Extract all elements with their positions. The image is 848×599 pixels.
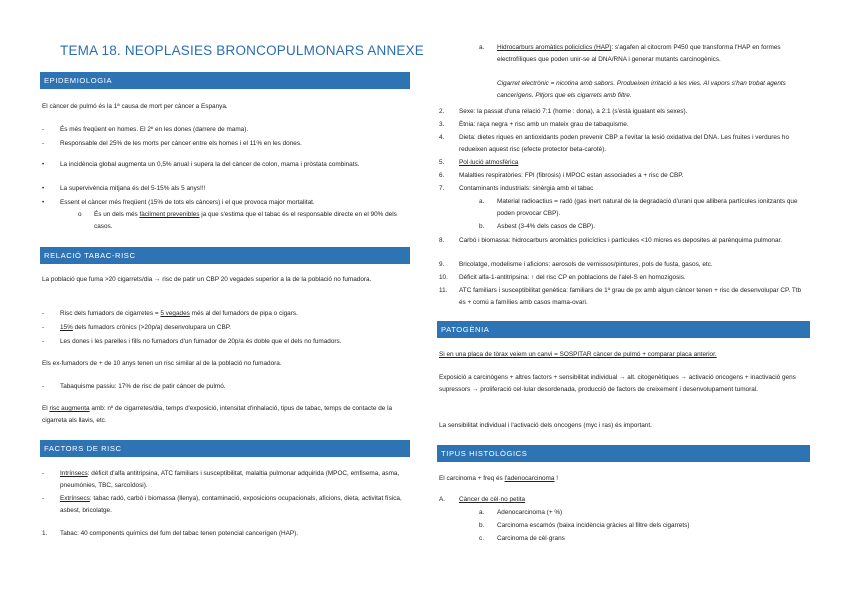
tipus-group-a: Càncer de cèl·no petita bbox=[459, 496, 526, 503]
tipus-sub-c: Carcinoma de cèl·grans bbox=[497, 535, 565, 542]
epi-dot-2: La supervivència mitjana és del 5-15% als 5 anys!!! bbox=[60, 185, 206, 192]
risk-item-10: Déficit alfa-1-antitripsina: ↑ del risc CP en poblacions de l'alel-S en homozigosis. bbox=[459, 274, 686, 281]
section-header-tipus: TIPUS HISTOLÒGICS bbox=[437, 445, 810, 462]
section-header-tabac: RELACIÓ TABAC-RISC bbox=[40, 247, 410, 264]
factors-item-1: Tabac: 40 components químics del fum del tabac tenen potencial cancerígen (HAP). bbox=[60, 530, 299, 537]
risk-item-9: Bricolatge, modelisme i aficions: aerosols de vernissos/pintures, pols de fusta, gasos, etc. bbox=[459, 261, 713, 268]
factors-intrinsecs: Intrínsecs: dèficit d'alfa antitripsina, ATC familiars i susceptibilitat, malaltia pulmonar adquirida (MPOC, emfisema, asma, pneumònies, TBC, sarcoïdosi). bbox=[60, 470, 400, 489]
section-header-patogenia: PATOGÈNIA bbox=[437, 321, 810, 338]
risk-sub-b: Asbest (3-4% dels casos de CBP). bbox=[497, 223, 596, 230]
epi-sub: És un dels més fàcilment prevenibles ja que s'estima que el tabac és el responsable directe en el 90% dels casos. bbox=[94, 211, 397, 230]
patogenia-p2: La sensibilitat individual i l'activació dels oncogens (myc i ras) és important. bbox=[439, 422, 652, 429]
tabac-b4: Tabaquisme passiu: 17% de risc de patir càncer de pulmó. bbox=[60, 383, 226, 390]
risk-item-3: Ètnia: raça negra + risc amb un mateix grau de tabaquisme. bbox=[459, 121, 629, 128]
risk-item-6: Malalties respiratòries: FPI (fibrosis) i MPOC estan associades a + risc de CBP. bbox=[459, 172, 684, 179]
epi-dot-3: Essent el càncer més freqüent (15% de tots els càncers) i el que provoca major mortalitat. bbox=[60, 199, 315, 206]
tabac-p2: Els ex-fumadors de + de 10 anys tenen un risc similar al de la població no fumadora. bbox=[42, 360, 282, 367]
tipus-sub-b: Carcinoma escamós (baixa incidència gràcies al filtre dels cigarrets) bbox=[497, 522, 690, 529]
tabac-p1: La població que fuma >20 cigarrets/dia → risc de patir un CBP 20 vegades superior a la de la població no fumadora. bbox=[42, 276, 372, 283]
page-title: TEMA 18. NEOPLASIES BRONCOPULMONARS ANNEXE bbox=[60, 43, 425, 58]
tabac-p3: El risc augmenta amb: nº de cigarretes/dia, temps d'exposició, intensitat d'inhalació, tipus de tabac, temps de contacte de la cigarreta als llavis, etc. bbox=[42, 405, 393, 424]
tabac-b1: Risc dels fumadors de cigarretes = 5 vegades més al del fumadors de pipa o cigars. bbox=[60, 310, 298, 317]
risk-item-11: ATC familiars i susceptibilitat genètica: familiars de 1º grau de px amb algun càncer tenen + risc de desenvolupar CP. Ttb és + comú a famílies amb casos mama-ovari. bbox=[459, 287, 802, 306]
epi-dot-1: La incidència global augmenta un 0,5% anual i supera la del càncer de colon, mama i pròstata combinats. bbox=[60, 161, 360, 168]
section-header-factors: FACTORS DE RISC bbox=[40, 440, 410, 457]
patogenia-p1: Exposició a carcinògens + altres factors + sensibilitat individual → alt. citogenètiques → activació oncogens + inactivació gens supressors → proliferació cel·lular desordenada, producció de factors de creixement i desenvolupament tumoral. bbox=[439, 374, 796, 393]
risk-item-4: Dieta: dietes riques en antioxidants poden prevenir CBP a l'evitar la lesió oxidativa del DNA. Les fruites i verdures ho redueixen aquest risc (efecte protector beta-carotè). bbox=[459, 134, 790, 153]
risk-item-5: Pol·lució atmosfèrica bbox=[459, 159, 519, 166]
tipus-sub-a: Adenocarcinoma (+ %) bbox=[497, 509, 563, 516]
risk-item-7: Contaminants industrials: sinèrgia amb el tabac bbox=[459, 185, 594, 192]
cigarret-electronic: Cigarret electrònic = nicotina amb sabors. Produeixen irritació a les vies. Al vapors s'han trobat agents cancerígens. Pitjors que els cigarrets amb filtre. bbox=[497, 80, 786, 99]
hap-text: Hidrocarburs aromàtics policíclics (HAP): s'agafen al citocrom P450 que transforma l'HAP en formes electrofíliques que poden unir-se al DNA/RNA i generar mutants carcinogènics. bbox=[497, 44, 781, 63]
risk-item-8: Carbó i biomassa: hidrocarburs aromàtics policíclics i partícules <10 micres es deposites al parènquima pulmonar. bbox=[459, 237, 783, 244]
tabac-b2: 15% dels fumadors crònics (>20p/a) desenvolupara un CBP. bbox=[60, 324, 231, 331]
tipus-intro: El carcinoma + freq és l'adenocarcinoma ! bbox=[439, 475, 558, 482]
risk-item-2: Sexe: la passat d'una relació 7:1 (home : dona), a 2:1 (s'està igualant els sexes). bbox=[459, 108, 688, 115]
section-header-epidemiologia: EPIDEMIOLOGIA bbox=[40, 72, 410, 89]
epi-bullet-2: Responsable del 25% de les morts per càncer entre els homes i el 11% en les dones. bbox=[60, 140, 302, 147]
tabac-b3: Les dones i les parelles i fills no fumadors d'un fumador de 20p/a és doble que el dels no fumadors. bbox=[60, 338, 342, 345]
patogenia-rule: Si en una placa de tòrax veiem un canvi = SOSPITAR càncer de pulmó + comparar placa anterior. bbox=[439, 351, 717, 358]
factors-extrinsecs: Extrínsecs: tabac radó, carbó i biomassa (llenya), contaminació, exposicions ocupacionals, aficions, dieta, activitat física, asbest, bricolatge. bbox=[60, 495, 402, 514]
epi-intro: El càncer de pulmó és la 1ª causa de mort per càncer a Espanya. bbox=[42, 103, 228, 110]
epi-bullet-1: És més freqüent en homes. El 2º en les dones (darrere de mama). bbox=[60, 126, 249, 133]
risk-sub-a: Material radioactius = radó (gas inert natural de la degradació d'urani que allibera partícules ionitzants que poden provocar CBP). bbox=[497, 198, 798, 217]
